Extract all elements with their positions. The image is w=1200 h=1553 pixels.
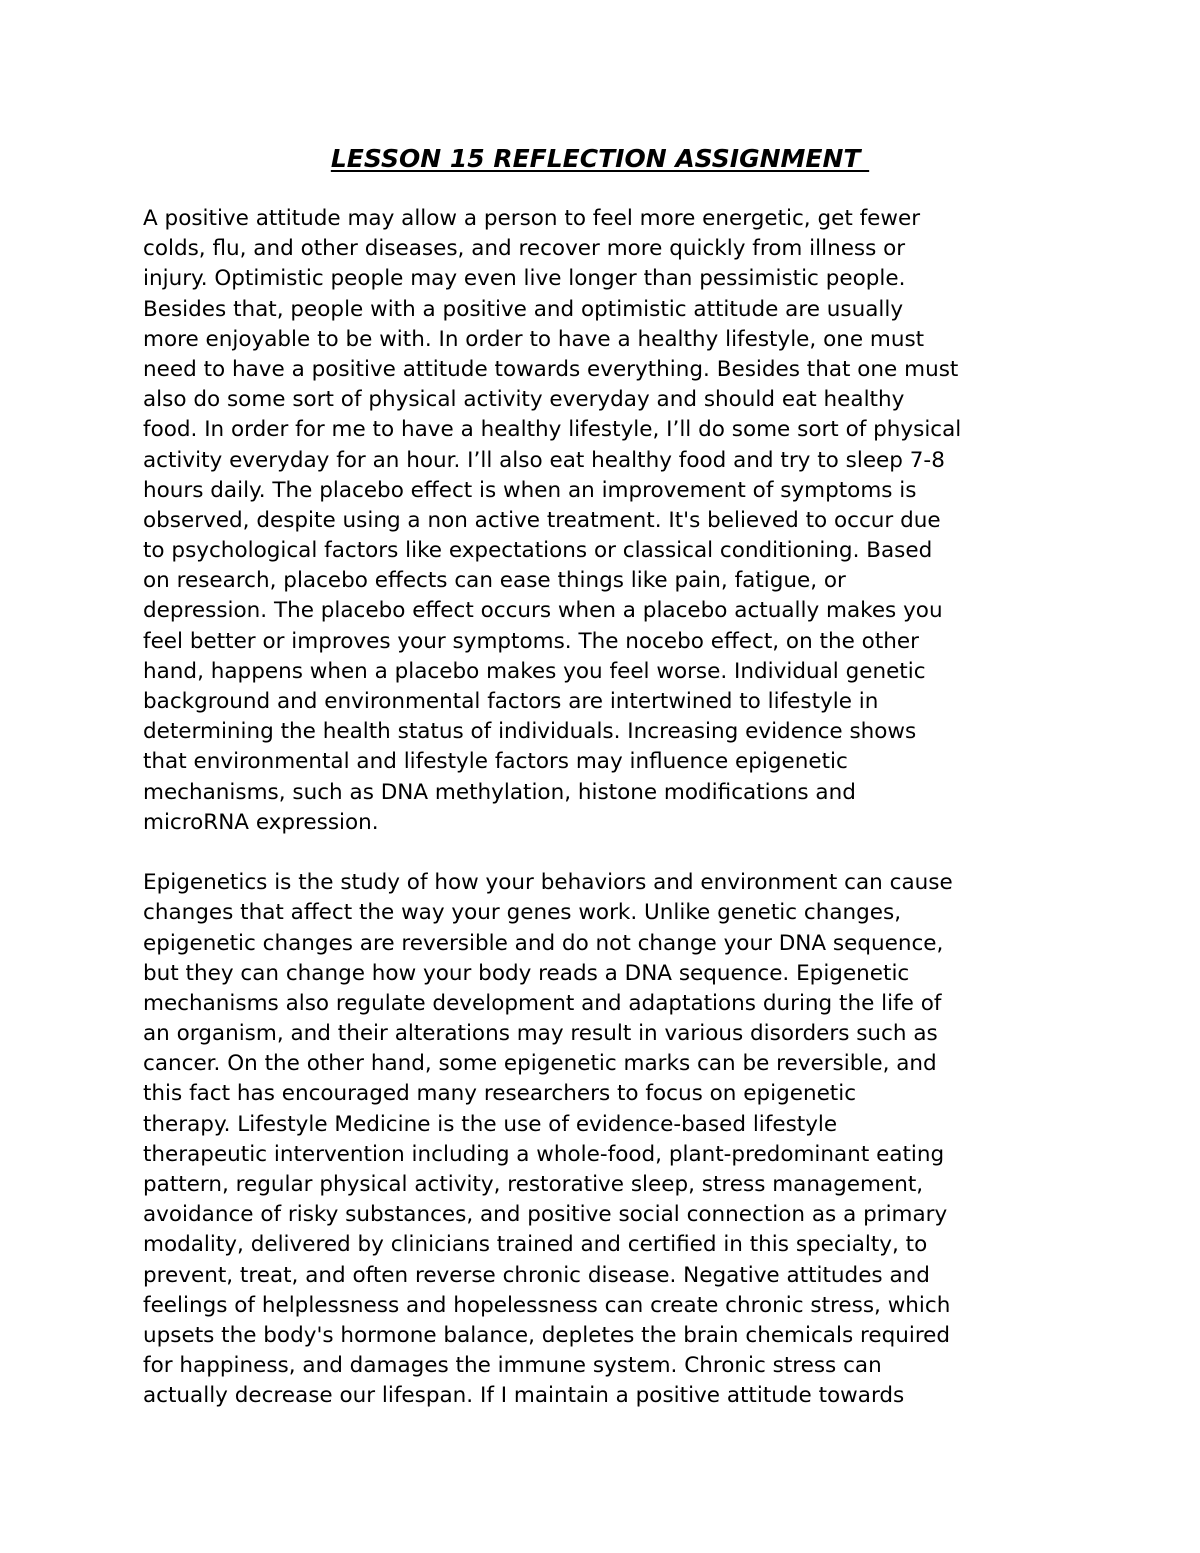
paragraph-gap bbox=[143, 838, 1073, 868]
text-line: hours daily. The placebo effect is when an improvement of symptoms is bbox=[143, 477, 917, 503]
text-line: to psychological factors like expectations or classical conditioning. Based bbox=[143, 538, 933, 564]
text-line: observed, despite using a non active treatment. It's believed to occur due bbox=[143, 507, 941, 533]
text-line: modality, delivered by clinicians trained and certified in this specialty, to bbox=[143, 1232, 928, 1258]
text-line: on research, placebo effects can ease things like pain, fatigue, or bbox=[143, 568, 846, 594]
text-line: changes that affect the way your genes work. Unlike genetic changes, bbox=[143, 900, 902, 926]
text-line: avoidance of risky substances, and positive social connection as a primary bbox=[143, 1202, 948, 1228]
text-line: determining the health status of individuals. Increasing evidence shows bbox=[143, 719, 917, 745]
text-line: for happiness, and damages the immune system. Chronic stress can bbox=[143, 1353, 882, 1379]
text-line: mechanisms also regulate development and adaptations during the life of bbox=[143, 990, 942, 1016]
text-line: feelings of helplessness and hopelessness can create chronic stress, which bbox=[143, 1292, 951, 1318]
text-line: depression. The placebo effect occurs when a placebo actually makes you bbox=[143, 598, 943, 624]
text-line: A positive attitude may allow a person to feel more energetic, get fewer bbox=[143, 206, 921, 231]
text-line: hand, happens when a placebo makes you feel worse. Individual genetic bbox=[143, 658, 926, 684]
document-title-text: LESSON 15 REFLECTION ASSIGNMENT bbox=[330, 144, 870, 173]
text-line: upsets the body's hormone balance, depletes the brain chemicals required bbox=[143, 1322, 951, 1348]
text-line: Epigenetics is the study of how your behaviors and environment can cause bbox=[143, 870, 953, 896]
document-title bbox=[0, 142, 1200, 176]
text-line: pattern, regular physical activity, restorative sleep, stress management, bbox=[143, 1172, 924, 1197]
text-line: background and environmental factors are intertwined to lifestyle in bbox=[143, 689, 879, 714]
text-line: this fact has encouraged many researchers to focus on epigenetic bbox=[143, 1081, 857, 1107]
paragraph-1 bbox=[143, 204, 1073, 838]
text-line: cancer. On the other hand, some epigenetic marks can be reversible, and bbox=[143, 1051, 937, 1077]
text-line: food. In order for me to have a healthy lifestyle, I’ll do some sort of physical bbox=[143, 417, 962, 443]
text-line: injury. Optimistic people may even live longer than pessimistic people. bbox=[143, 266, 906, 292]
text-line: feel better or improves your symptoms. The nocebo effect, on the other bbox=[143, 628, 919, 654]
text-line: colds, flu, and other diseases, and recover more quickly from illness or bbox=[143, 236, 906, 262]
text-line: therapeutic intervention including a whole-food, plant-predominant eating bbox=[143, 1141, 945, 1167]
document-body bbox=[143, 204, 1073, 1412]
text-line: therapy. Lifestyle Medicine is the use of evidence-based lifestyle bbox=[143, 1111, 838, 1137]
text-line: actually decrease our lifespan. If I maintain a positive attitude towards bbox=[143, 1383, 905, 1409]
text-line: an organism, and their alterations may result in various disorders such as bbox=[143, 1021, 938, 1047]
text-line: mechanisms, such as DNA methylation, histone modifications and bbox=[143, 779, 856, 805]
text-line: prevent, treat, and often reverse chronic disease. Negative attitudes and bbox=[143, 1262, 930, 1288]
paragraph-2 bbox=[143, 868, 1073, 1411]
text-line: activity everyday for an hour. I’ll also eat healthy food and try to sleep 7-8 bbox=[143, 447, 945, 473]
text-line: that environmental and lifestyle factors may influence epigenetic bbox=[143, 749, 848, 775]
text-line: also do some sort of physical activity everyday and should eat healthy bbox=[143, 387, 905, 413]
text-line: microRNA expression. bbox=[143, 809, 379, 835]
text-line: but they can change how your body reads a DNA sequence. Epigenetic bbox=[143, 960, 910, 986]
text-line: need to have a positive attitude towards everything. Besides that one must bbox=[143, 356, 959, 382]
text-line: Besides that, people with a positive and optimistic attitude are usually bbox=[143, 296, 904, 322]
text-line: epigenetic changes are reversible and do not change your DNA sequence, bbox=[143, 930, 944, 956]
text-line: more enjoyable to be with. In order to have a healthy lifestyle, one must bbox=[143, 326, 925, 352]
